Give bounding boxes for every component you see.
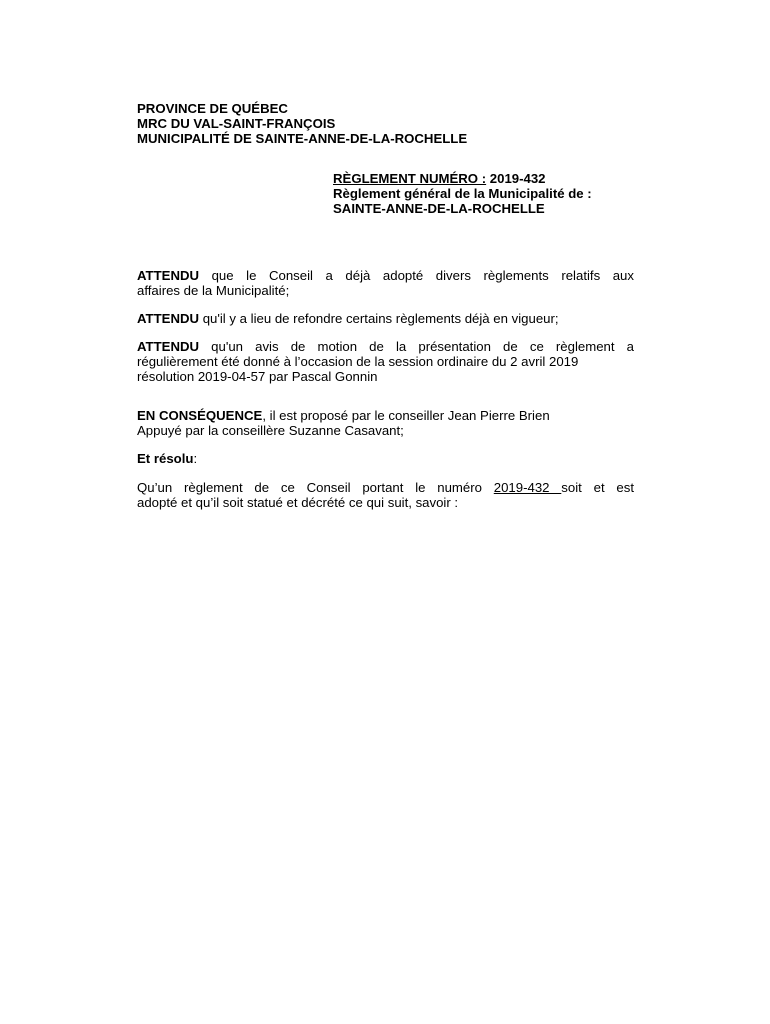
reglement-number-label: RÈGLEMENT NUMÉRO : xyxy=(333,171,487,186)
consequence-text-2: Appuyé par la conseillère Suzanne Casavant; xyxy=(137,423,404,438)
attendu-paragraph-1 xyxy=(137,268,634,298)
attendu-3-line-1 xyxy=(137,339,634,354)
conclusion-number: 2019-432 xyxy=(493,480,562,495)
attendu-1-text-1: que le Conseil a déjà adopté divers règlements relatifs aux xyxy=(199,268,634,283)
attendu-2-keyword: ATTENDU xyxy=(137,311,200,326)
conclusion-text-before: Qu’un règlement de ce Conseil portant le numéro xyxy=(137,480,494,495)
resolu-keyword: Et résolu xyxy=(137,451,194,466)
attendu-1-keyword: ATTENDU xyxy=(137,268,200,283)
attendu-3-keyword: ATTENDU xyxy=(137,339,200,354)
consequence-text-1: , il est proposé par le conseiller Jean Pierre Brien xyxy=(262,408,550,423)
header-municipality: MUNICIPALITÉ DE SAINTE-ANNE-DE-LA-ROCHELLE xyxy=(137,131,468,146)
attendu-paragraph-3 xyxy=(137,339,634,384)
conclusion-text-2: adopté et qu’il soit statué et décrété ce qui suit, savoir : xyxy=(137,495,459,510)
conclusion-paragraph xyxy=(137,480,634,510)
consequence-paragraph xyxy=(137,408,634,438)
reglement-number-line xyxy=(333,171,592,186)
header-province: PROVINCE DE QUÉBEC xyxy=(137,101,288,116)
reglement-block xyxy=(333,171,592,216)
consequence-line-1 xyxy=(137,408,634,423)
reglement-title-line2: SAINTE-ANNE-DE-LA-ROCHELLE xyxy=(333,201,545,216)
attendu-2-line xyxy=(137,311,634,326)
attendu-3-text-1: qu'un avis de motion de la présentation de ce règlement a xyxy=(199,339,634,354)
document-header xyxy=(137,101,467,146)
reglement-number-value: 2019-432 xyxy=(486,171,546,186)
attendu-3-text-2: régulièrement été donné à l’occasion de la session ordinaire du 2 avril 2019 xyxy=(137,354,579,369)
attendu-2-text: qu'il y a lieu de refondre certains règlements déjà en vigueur; xyxy=(199,311,559,326)
attendu-paragraph-2 xyxy=(137,311,634,326)
attendu-1-text-2: affaires de la Municipalité; xyxy=(137,283,290,298)
consequence-keyword: EN CONSÉQUENCE xyxy=(137,408,263,423)
reglement-title-line1: Règlement général de la Municipalité de : xyxy=(333,186,592,201)
resolu-paragraph xyxy=(137,451,634,466)
header-mrc: MRC DU VAL-SAINT-FRANÇOIS xyxy=(137,116,336,131)
resolu-colon: : xyxy=(193,451,198,466)
conclusion-text-after: soit et est xyxy=(561,480,634,495)
attendu-1-line-1 xyxy=(137,268,634,283)
conclusion-line-1 xyxy=(137,480,634,495)
attendu-3-text-3: résolution 2019-04-57 par Pascal Gonnin xyxy=(137,369,378,384)
resolu-line xyxy=(137,451,634,466)
